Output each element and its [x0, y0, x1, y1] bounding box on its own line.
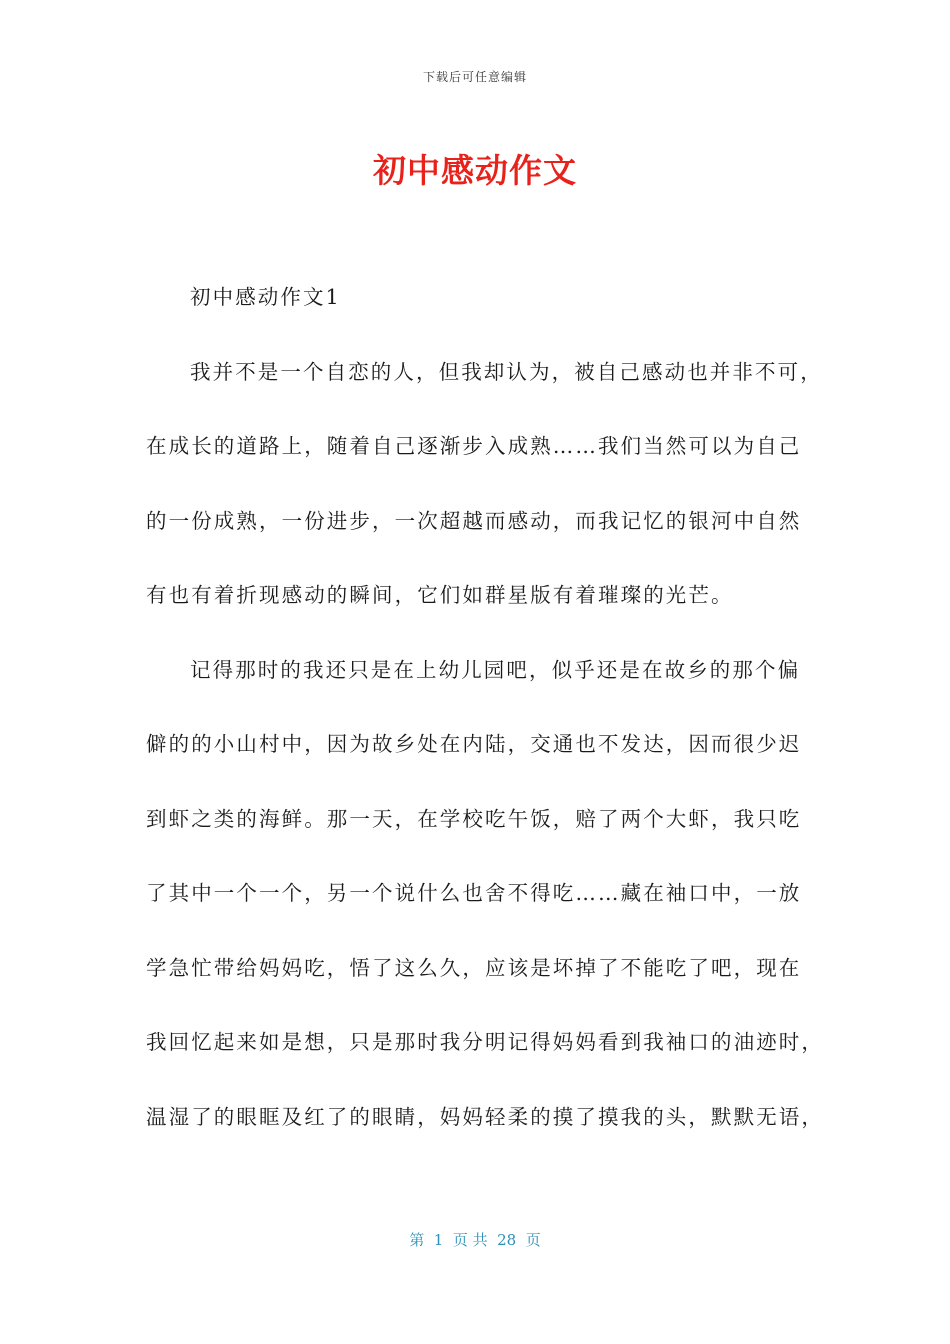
paragraph-line: 温湿了的眼眶及红了的眼睛，妈妈轻柔的摸了摸我的头，默默无语， — [146, 1104, 824, 1129]
paragraph-line: 僻的的小山村中，因为故乡处在内陆，交通也不发达，因而很少迟 — [146, 732, 802, 756]
paragraph-line: 我回忆起来如是想，只是那时我分明记得妈妈看到我袖口的油迹时， — [146, 1030, 824, 1054]
paragraph-line: 的一份成熟，一份进步，一次超越而感动，而我记忆的银河中自然 — [146, 508, 802, 533]
page-footer: 第 1 页 共 28 页 — [409, 1231, 541, 1249]
document-body — [146, 270, 824, 1164]
paragraph-line: 我并不是一个自恋的人，但我却认为，被自己感动也并非不可， — [190, 359, 823, 384]
paragraph-line: 到虾之类的海鲜。那一天，在学校吃午饭，赔了两个大虾，我只吃 — [146, 806, 802, 831]
paragraph-line: 了其中一个一个，另一个说什么也舍不得吃……藏在袖口中，一放 — [146, 881, 802, 905]
paragraph-line: 记得那时的我还只是在上幼儿园吧，似乎还是在故乡的那个偏 — [190, 657, 801, 682]
header-note: 下载后可任意编辑 — [422, 70, 527, 84]
document-title: 初中感动作文 — [373, 151, 577, 190]
paragraph-line: 学急忙带给妈妈吃，悟了这么久，应该是坏掉了不能吃了吧，现在 — [146, 955, 802, 980]
paragraph-line: 有也有着折现感动的瞬间，它们如群星版有着璀璨的光芒。 — [146, 583, 734, 607]
paragraph-line: 在成长的道路上，随着自己逐渐步入成熟……我们当然可以为自己 — [146, 434, 802, 458]
paragraph-line: 初中感动作文1 — [190, 285, 341, 309]
